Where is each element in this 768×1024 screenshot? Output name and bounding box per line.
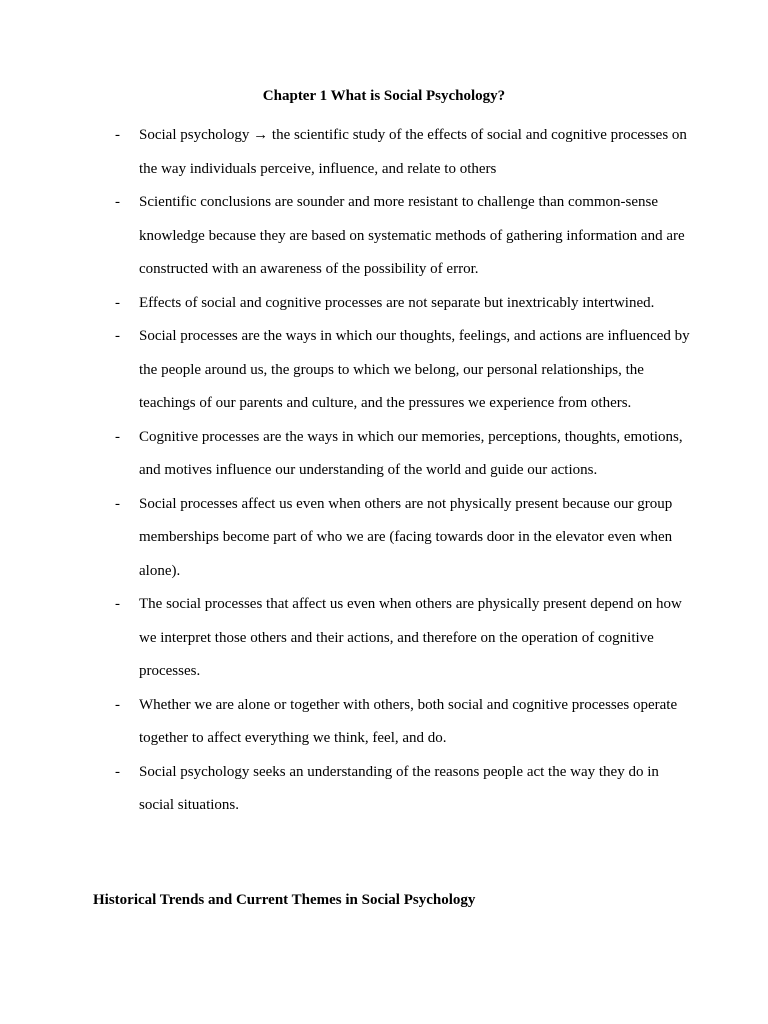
bullet-item [93, 186, 693, 287]
bullet-marker: - [115, 596, 120, 612]
bullet-item [93, 421, 693, 488]
bullet-item [93, 287, 693, 321]
bullet-item [93, 756, 693, 823]
bullet-text: Social psychology seeks an understanding of the reasons people act the way they do in social situations. [139, 763, 659, 813]
bullet-marker: - [115, 328, 120, 344]
bullet-text: Social psychology → the scientific study of the effects of social and cognitive processes on the way individuals perceive, influence, and relate to others [139, 127, 687, 177]
bullet-marker: - [115, 763, 120, 780]
bullet-item [93, 488, 693, 589]
bullet-text: Social processes affect us even when others are not physically present because our group memberships become part of who we are (facing towards door in the elevator even when alone). [139, 495, 673, 579]
chapter-title: Chapter 1 What is Social Psychology? [262, 88, 506, 104]
bullet-text: Whether we are alone or together with others, both social and cognitive processes operate together to affect everything we think, feel, and do. [139, 696, 678, 746]
bullet-marker: - [115, 127, 120, 143]
bullet-marker: - [115, 294, 120, 311]
section-heading: Historical Trends and Current Themes in Social Psychology [93, 892, 476, 908]
bullet-marker: - [115, 194, 120, 210]
bullet-marker: - [115, 428, 120, 445]
bullet-item [93, 119, 693, 186]
bullet-text: Effects of social and cognitive processes are not separate but inextricably intertwined. [139, 294, 655, 311]
bullet-text: Scientific conclusions are sounder and more resistant to challenge than common-sense knowledge because they are based on systematic methods of gathering information and are constructed with an awareness of the possibility of error. [139, 194, 685, 277]
bullet-marker: - [115, 696, 120, 713]
bullet-item [93, 320, 693, 421]
bullet-list [93, 119, 693, 823]
bullet-text: The social processes that affect us even when others are physically present depend on how we interpret those others and their actions, and therefore on the operation of cognitive processes. [139, 596, 682, 679]
bullet-marker: - [115, 495, 120, 512]
bullet-item [93, 588, 693, 689]
bullet-text: Social processes are the ways in which our thoughts, feelings, and actions are influenced by the people around us, the groups to which we belong, our personal relationships, the teachings of our parents and culture, and the pressures we experience from others. [139, 328, 690, 411]
bullet-item [93, 689, 693, 756]
bullet-text: Cognitive processes are the ways in which our memories, perceptions, thoughts, emotions, and motives influence our understanding of the world and guide our actions. [139, 428, 683, 478]
